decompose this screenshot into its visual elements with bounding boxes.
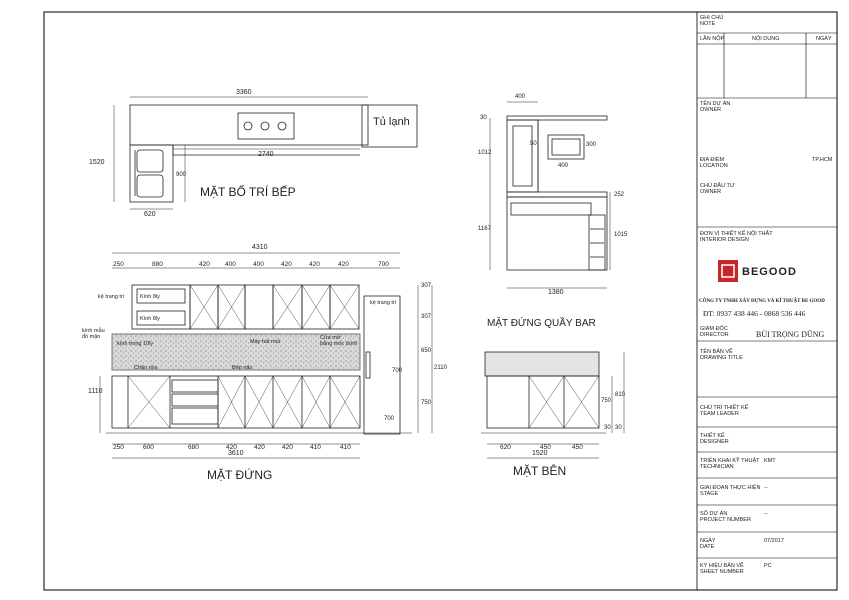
bar-title: MẶT ĐỨNG QUẦY BAR: [487, 318, 596, 329]
top-dim-value: 400: [253, 261, 264, 268]
bottom-dim-value: 420: [254, 444, 265, 451]
side-dim-30a: 30: [604, 425, 611, 431]
begood-logo-icon: [718, 260, 738, 282]
top-dim-value: 420: [338, 261, 349, 268]
bottom-dim-value: 420: [282, 444, 293, 451]
tb-giai-doan: GIAI ĐOẠN THỰC HIỆN STAGE: [700, 485, 761, 497]
tb-ngay-date: NGÀY DATE: [700, 538, 716, 550]
tb-don-vi: ĐƠN VỊ THIẾT KẾ NỘI THẤT INTERIOR DESIGN: [700, 231, 773, 243]
side-elevation: [481, 352, 624, 458]
right-dim-value: 2110: [434, 365, 447, 371]
plan-dim-left: 1520: [89, 159, 105, 166]
top-dim-value: 880: [152, 261, 163, 268]
tb-trien-khai: TRIỂN KHAI KỸ THUẬT TECHNICIAN: [700, 458, 760, 470]
tb-company: CÔNG TY TNHH XÂY DỰNG VÀ KĨ THUẬT BE GOOD: [699, 299, 825, 304]
side-title: MẶT BÊN: [513, 464, 567, 478]
tb-ky-hieu: KÝ HIỆU BẢN VẼ SHEET NUMBER: [700, 563, 744, 575]
top-dim-value: 700: [378, 261, 389, 268]
bottom-dim-value: 680: [188, 444, 199, 451]
bottom-dim-value: 250: [113, 444, 124, 451]
tb-ten-ban-ve: TÊN BẢN VẼ DRAWING TITLE: [700, 349, 743, 361]
label-glass-back: kính mẫu đồ mận: [82, 328, 105, 340]
tb-chu-tri: CHỦ TRÌ THIẾT KẾ TEAM LEADER: [700, 405, 749, 417]
plan-dim-top: 3360: [236, 89, 252, 96]
plan-dim-inner: 2740: [258, 151, 274, 158]
tb-phone: ĐT: 0937 438 446 - 0868 536 446: [703, 309, 806, 318]
bar-dim-400: 400: [558, 163, 569, 169]
bar-dim-300: 300: [586, 142, 597, 148]
right-dim-value: 750: [421, 400, 432, 406]
tb-so-du-an: SỐ DỰ ÁN PROJECT NUMBER: [700, 511, 751, 523]
top-dim-value: 420: [309, 261, 320, 268]
side-dim-750: 750: [601, 398, 612, 404]
side-dim-value: 450: [540, 444, 551, 451]
tb-director-name: BÙI TRỌNG DŨNG: [756, 330, 825, 339]
bottom-dim-value: 420: [226, 444, 237, 451]
tb-ghi-chu: GHI CHÚ NOTE: [700, 15, 724, 27]
label-glass-top: Kính 8ly: [140, 294, 160, 300]
bar-dim-252: 252: [614, 192, 625, 198]
side-total: 1520: [532, 450, 548, 457]
top-dim-value: 250: [113, 261, 124, 268]
tb-noi-dung: NỘI DUNG: [752, 36, 780, 42]
tb-ngay-val: 07/2017: [764, 538, 784, 544]
label-hob: Bếp nấu: [232, 365, 253, 371]
right-dim-value: 700: [384, 416, 395, 422]
side-dim-810: 810: [615, 392, 626, 398]
right-dim-value: 307: [421, 283, 432, 289]
begood-logo-text: BEGOOD: [742, 266, 797, 278]
tb-ngay: NGÀY: [816, 36, 832, 42]
side-dim-value: 450: [572, 444, 583, 451]
fridge-label: Tủ lạnh: [373, 116, 410, 128]
elevation-title: MẶT ĐỨNG: [207, 468, 273, 482]
tb-chu-dau-tu: CHỦ ĐẦU TƯ OWNER: [700, 183, 735, 195]
bar-dim-50: 50: [530, 141, 537, 147]
tb-lan-nop: LẦN NỘP: [700, 36, 725, 42]
tb-ten-du-an: TÊN DỰ ÁN OWNER: [700, 101, 731, 113]
bar-dim-1167: 1167: [478, 226, 491, 232]
tb-so-du-an-val: --: [764, 511, 768, 517]
top-dim-value: 420: [199, 261, 210, 268]
kitchen-elevation: [100, 253, 432, 458]
plan-dim-bottom: 620: [144, 211, 156, 218]
label-shelf-right: kệ trang trí: [370, 300, 397, 306]
side-dim-30b: 30: [615, 425, 622, 431]
bar-dim-1015: 1015: [614, 232, 628, 238]
plan-dim-side: 900: [176, 172, 187, 178]
elevation-left-dim: 1110: [88, 388, 103, 395]
label-hood: Máy hút mùi: [250, 339, 280, 345]
tb-giai-doan-val: --: [764, 485, 768, 491]
tb-tp: TP.HCM: [812, 157, 833, 163]
side-dim-value: 620: [500, 444, 511, 451]
right-dim-value: 650: [421, 348, 432, 354]
right-dim-value: 700: [392, 368, 403, 374]
bar-dim-1012: 1012: [478, 150, 492, 156]
plan-title: MẶT BỐ TRÍ BẾP: [200, 185, 296, 199]
bar-dim-400-top: 400: [515, 94, 526, 100]
label-open-door: Cửa mở bằng móc dưới: [320, 335, 358, 347]
label-sink: Chậu rửa: [134, 365, 158, 371]
tb-dia-diem: ĐỊA ĐIỂM LOCATION: [700, 157, 728, 169]
label-shelf-left: kệ trang trí: [98, 294, 125, 300]
label-glass-10: kính trong 10ly: [117, 341, 154, 347]
bar-dim-1380: 1380: [548, 289, 564, 296]
tb-giam-doc: GIÁM ĐỐC DIRECTOR: [700, 326, 729, 338]
elevation-total-bottom: 3610: [228, 450, 244, 457]
tb-trien-khai-val: KMT: [764, 458, 776, 464]
tb-thiet-ke: THIẾT KẾ DESIGNER: [700, 433, 729, 445]
bar-elevation: [490, 102, 610, 288]
tb-ky-hieu-val: PC: [764, 563, 772, 569]
bar-dim-30: 30: [480, 115, 487, 121]
bottom-dim-value: 410: [310, 444, 321, 451]
top-dim-value: 420: [281, 261, 292, 268]
top-dim-value: 400: [225, 261, 236, 268]
elevation-total-top: 4310: [252, 244, 268, 251]
bottom-dim-value: 410: [340, 444, 351, 451]
right-dim-value: 307: [421, 314, 432, 320]
bottom-dim-value: 600: [143, 444, 154, 451]
label-glass-mid: Kính 8ly: [140, 316, 160, 322]
